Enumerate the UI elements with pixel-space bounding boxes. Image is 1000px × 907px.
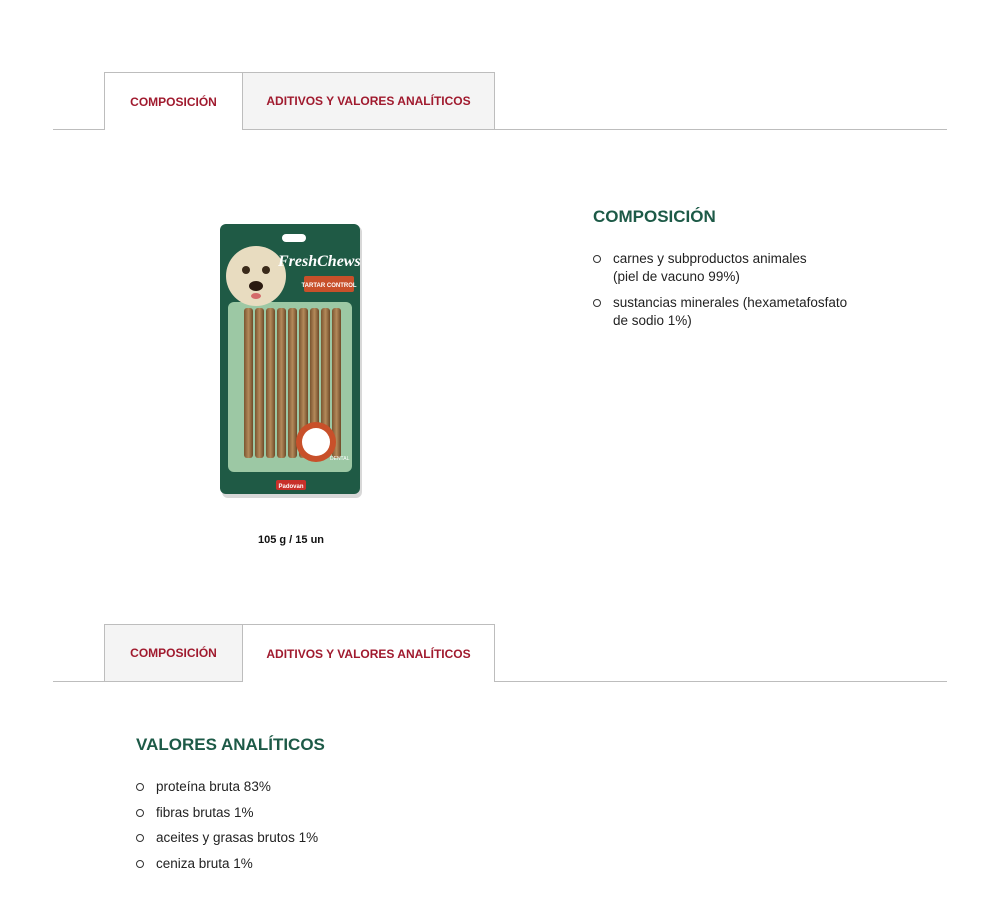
tab-composicion[interactable] [104,624,243,682]
brand-logo [277,253,361,270]
bullet-icon [136,834,144,842]
list-item-text: de sodio 1%) [613,313,692,328]
list-item-text: carnes y subproductos animales [613,251,807,266]
tab-label: COMPOSICIÓN [130,94,217,109]
bullet-icon [593,255,601,263]
list-item [136,855,318,873]
bullet-icon [136,809,144,817]
list-item-text: (piel de vacuno 99%) [613,269,740,284]
svg-text:DENTAL: DENTAL [330,456,350,462]
bullet-icon [136,860,144,868]
tab-bar-top [53,72,947,130]
list-item [593,294,847,330]
tab-label: COMPOSICIÓN [130,646,217,660]
list-item-text: proteína bruta 83% [156,779,271,794]
list-item-text: aceites y grasas brutos 1% [156,830,319,845]
analytics-list [136,778,318,873]
tab-label: ADITIVOS Y VALORES ANALÍTICOS [266,94,471,108]
list-item-text: sustancias minerales (hexametafosfato [613,295,848,310]
product-size-caption: 105 g / 15 un [258,534,325,546]
tab-aditivos[interactable] [242,624,495,682]
bullet-icon [136,783,144,791]
svg-text:TARTAR CONTROL: TARTAR CONTROL [301,283,357,289]
bullet-icon [593,299,601,307]
list-item-text: ceniza bruta 1% [156,855,253,871]
composition-heading: COMPOSICIÓN [593,207,716,226]
svg-text:Padovan: Padovan [278,484,304,490]
product-image [220,224,364,505]
tab-bar-bottom [53,624,947,682]
svg-text:FreshChews: FreshChews [278,253,361,270]
list-item-text: fibras brutas 1% [156,804,254,820]
tab-aditivos[interactable] [242,72,495,130]
list-item [136,804,318,822]
analytics-heading: VALORES ANALÍTICOS [136,735,325,754]
tab-composicion[interactable] [104,72,243,130]
list-item [136,829,318,847]
list-item [136,778,318,796]
tab-label: ADITIVOS Y VALORES ANALÍTICOS [266,646,471,661]
composition-list [593,250,847,330]
list-item [593,250,847,286]
